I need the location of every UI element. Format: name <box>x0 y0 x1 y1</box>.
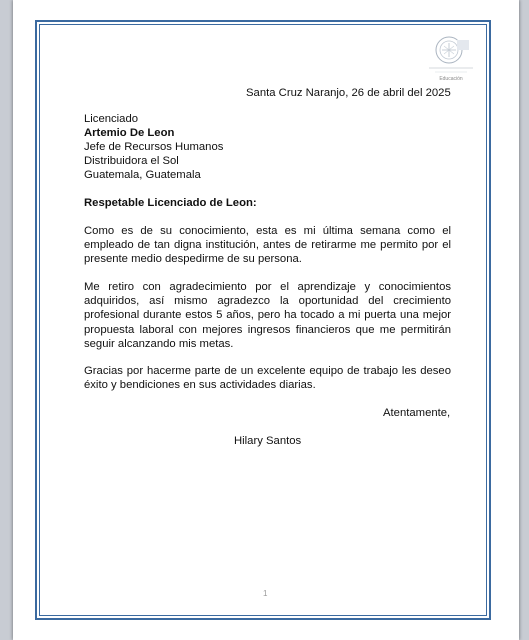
document-page <box>13 0 519 640</box>
recipient-position: Jefe de Recursos Humanos <box>84 141 224 153</box>
recipient-company: Distribuidora el Sol <box>84 155 179 167</box>
recipient-location: Guatemala, Guatemala <box>84 169 201 181</box>
page-number: 1 <box>263 589 268 598</box>
letter-salutation: Respetable Licenciado de Leon: <box>84 197 257 209</box>
letter-signature: Hilary Santos <box>234 435 302 447</box>
logo-caption: Educación <box>439 76 463 82</box>
recipient-name: Artemio De Leon <box>84 127 175 139</box>
recipient-title: Licenciado <box>84 113 139 125</box>
letter-paragraph: Gracias por hacerme parte de un excelente equipo de trabajo les deseo éxito y bendiciones en sus actividades diarias. <box>84 365 451 392</box>
letter-paragraph: Me retiro con agradecimiento por el aprendizaje y conocimientos adquiridos, así mismo agradezco la oportunidad del crecimiento profesional durante estos 5 años, pero ha tocado a mi puerta una mejor propuesta laboral con mejores ingresos financieros que me permitirán seguir alcanzando mis metas. <box>84 281 451 350</box>
letter-date: Santa Cruz Naranjo, 26 de abril del 2025 <box>246 87 451 99</box>
letter-paragraph: Como es de su conocimiento, esta es mi última semana como el empleado de tan digna institución, antes de retirarme me permito por el presente medio despedirme de su persona. <box>84 225 451 266</box>
letter-closing: Atentamente, <box>383 407 451 419</box>
recipient-block <box>84 112 223 182</box>
ministry-seal-logo <box>427 34 475 78</box>
